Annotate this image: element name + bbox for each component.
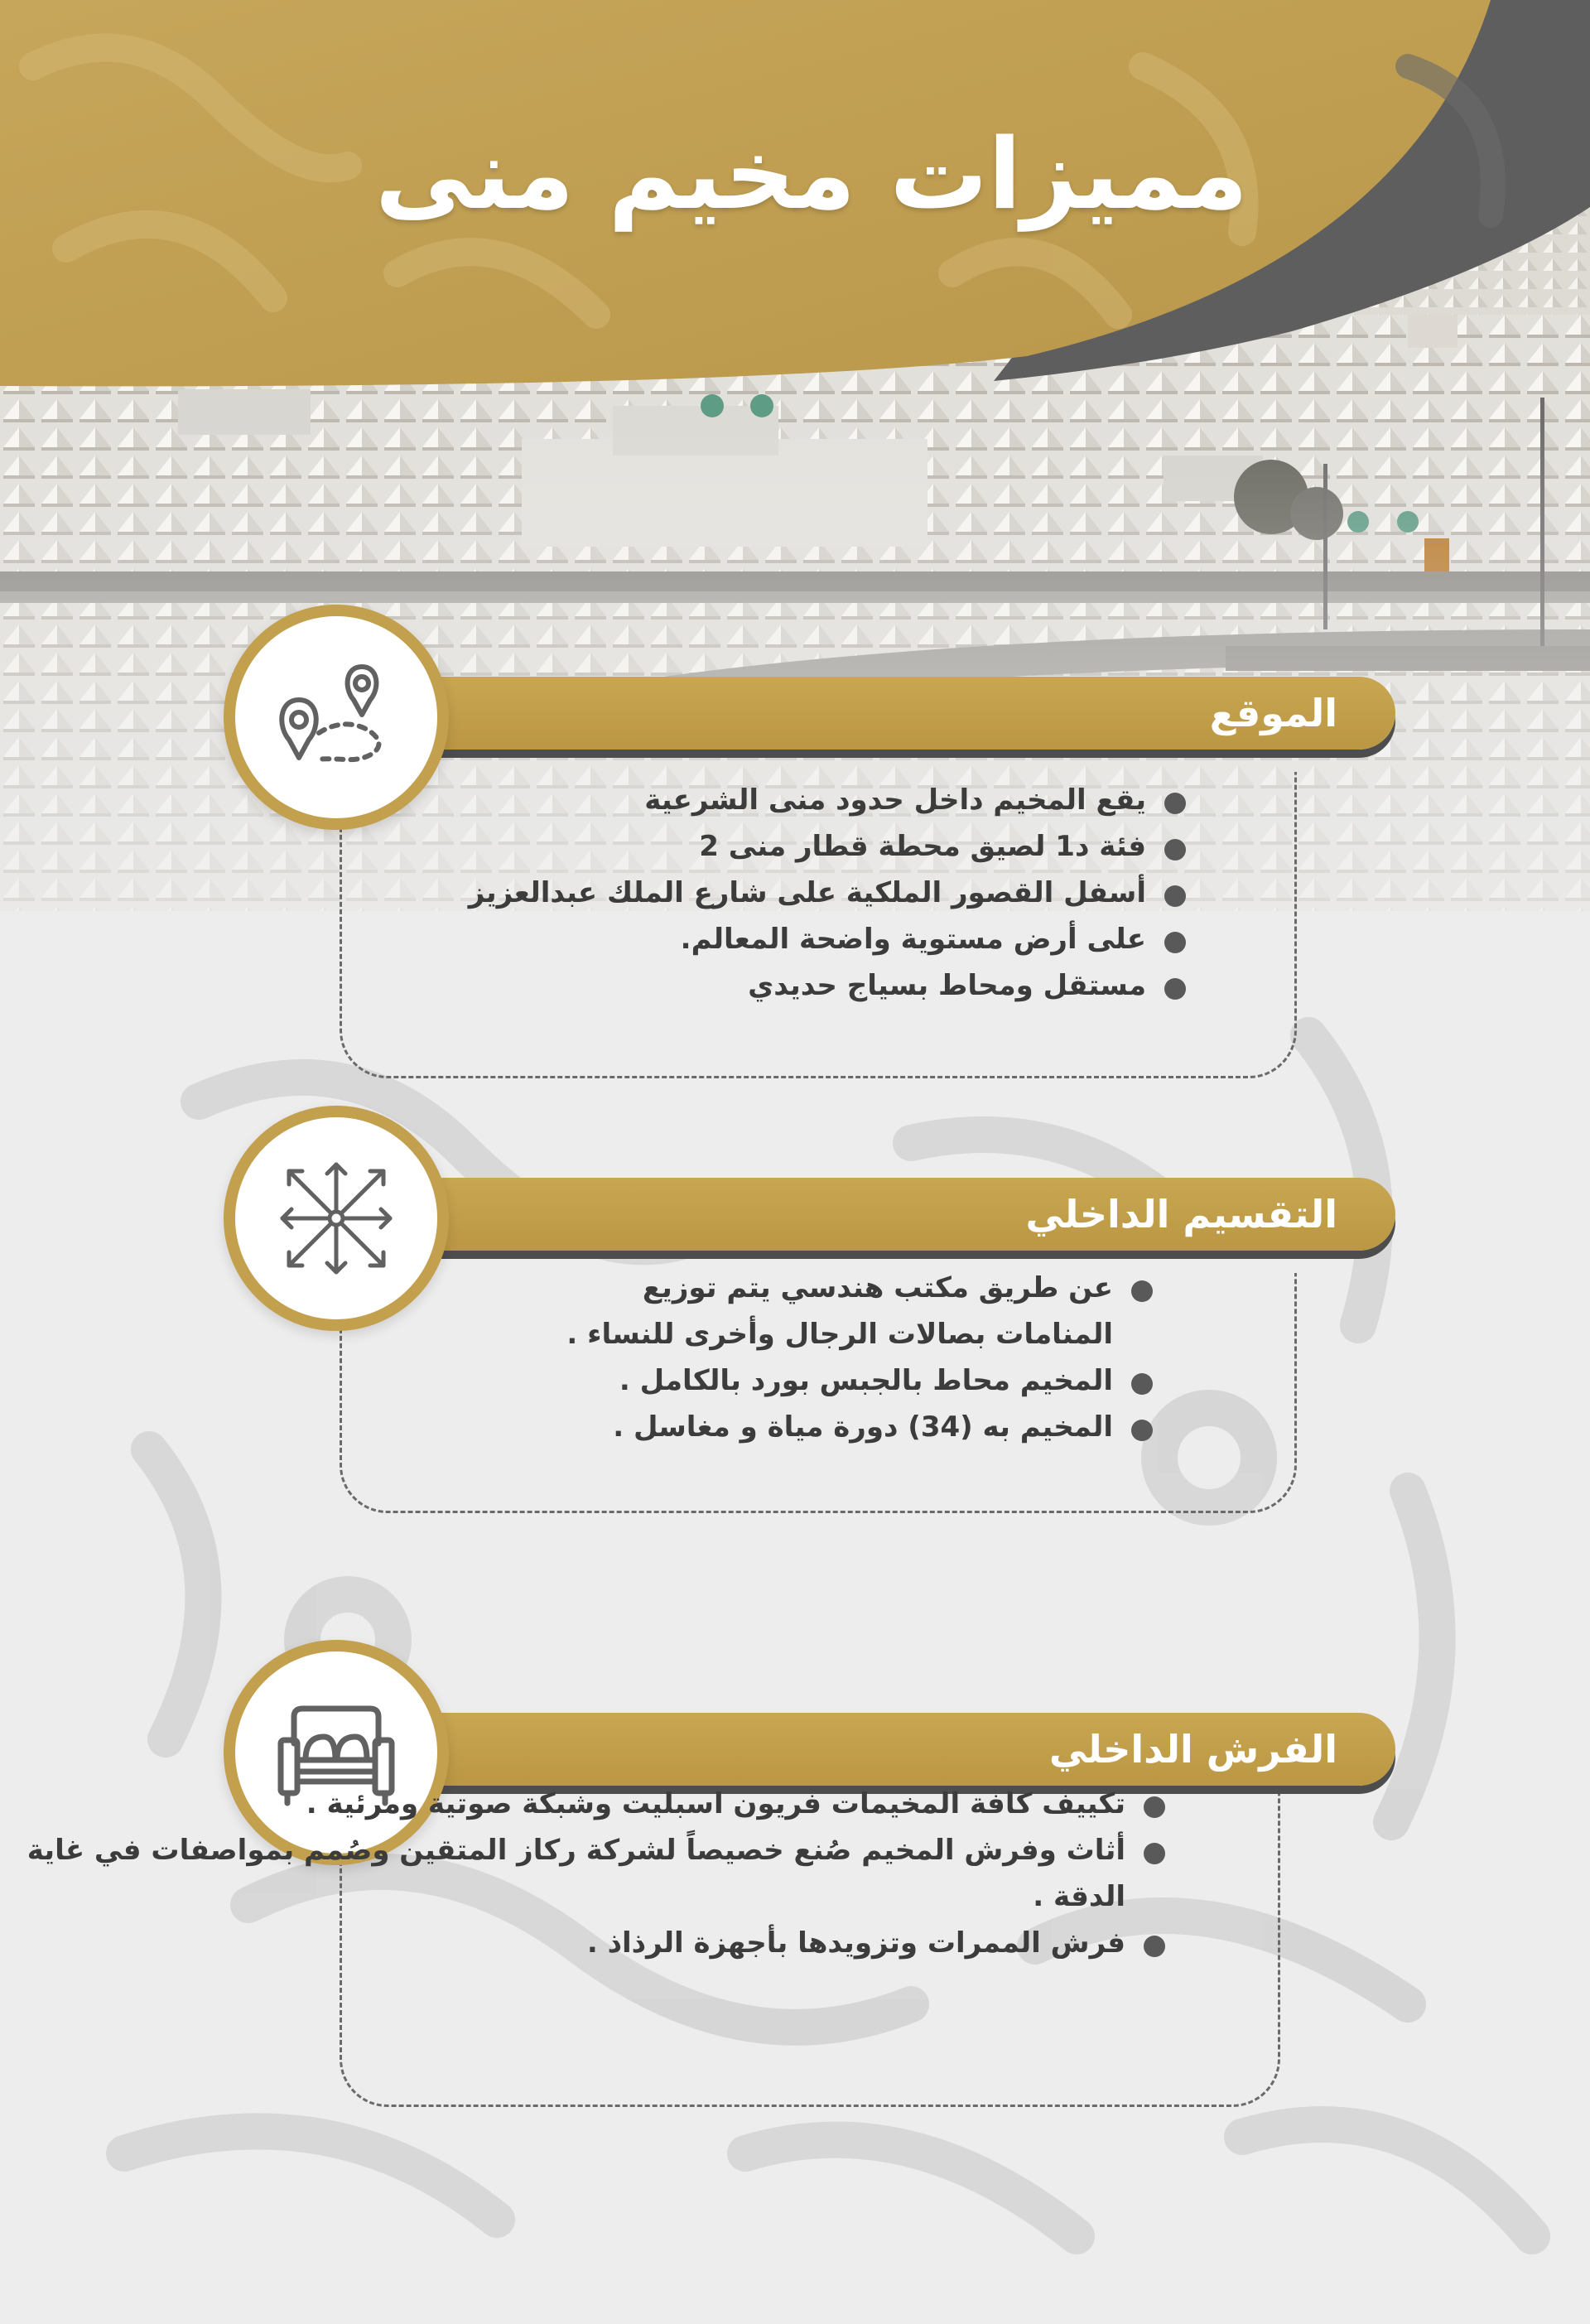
- bullet-icon: [1164, 932, 1186, 953]
- bullet-icon: [1164, 839, 1186, 861]
- list-item: عن طريق مكتب هندسي يتم توزيع المنامات بصالات الرجال وأخرى للنساء .: [530, 1265, 1159, 1357]
- page-title: مميزات مخيم منى: [374, 117, 1249, 231]
- bullet-icon: [1164, 978, 1186, 1000]
- bullet-icon: [1131, 1280, 1153, 1302]
- bullet-icon: [1144, 1936, 1165, 1957]
- division-header-bar: [331, 1178, 1395, 1251]
- bullet-icon: [1131, 1373, 1153, 1395]
- list-item: أثاث وفرش المخيم صُنع خصيصاً لشركة ركاز المتقين وصُمم بمواصفات في غاية الدقة .: [0, 1827, 1172, 1920]
- list-item: على أرض مستوية واضحة المعالم.: [348, 916, 1192, 962]
- division-badge: [224, 1106, 449, 1331]
- location-header-bar: [331, 677, 1395, 750]
- list-item: المخيم به (34) دورة مياة و مغاسل .: [530, 1404, 1159, 1450]
- list-item: يقع المخيم داخل حدود منى الشرعية: [348, 777, 1192, 823]
- furnishing-header-bar: [331, 1713, 1395, 1786]
- bullet-icon: [1144, 1843, 1165, 1864]
- bullet-icon: [1131, 1420, 1153, 1441]
- list-item: فئة د1 لصيق محطة قطار منى 2: [348, 823, 1192, 870]
- list-item: فرش الممرات وتزويدها بأجهزة الرذاذ .: [0, 1920, 1172, 1966]
- bullet-icon: [1144, 1796, 1165, 1818]
- bullet-icon: [1164, 885, 1186, 907]
- furnishing-items: [0, 1781, 1172, 1966]
- bullet-icon: [1164, 793, 1186, 814]
- list-item: أسفل القصور الملكية على شارع الملك عبدالعزيز: [348, 870, 1192, 916]
- furnishing-title: الفرش الداخلي: [1048, 1727, 1337, 1772]
- division-title: التقسيم الداخلي: [1025, 1192, 1337, 1237]
- location-title: الموقع: [1209, 691, 1337, 735]
- list-item: تكييف كافة المخيمات فريون اسبليت وشبكة صوتية ومرئية .: [0, 1781, 1172, 1827]
- list-item: مستقل ومحاط بسياج حديدي: [348, 962, 1192, 1009]
- division-items: [530, 1265, 1159, 1450]
- location-items: [348, 777, 1192, 1009]
- expand-arrows-icon: [269, 1151, 403, 1285]
- map-route-icon: [269, 650, 403, 784]
- list-item: المخيم محاط بالجبس بورد بالكامل .: [530, 1357, 1159, 1404]
